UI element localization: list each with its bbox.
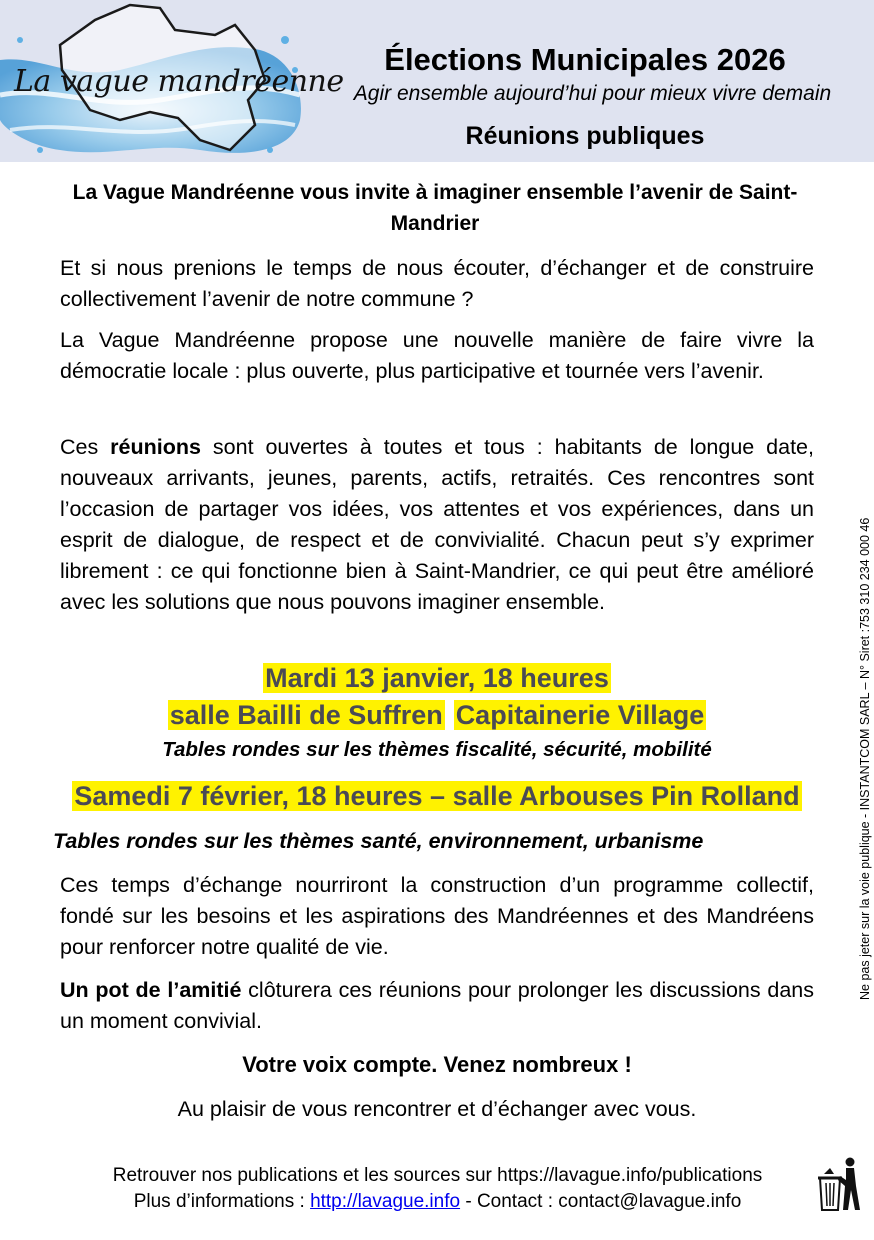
event1-date: Mardi 13 janvier, 18 heures (265, 663, 609, 693)
website-link[interactable]: http://lavague.info (310, 1191, 461, 1212)
meetings-text-rest: sont ouvertes à toutes et tous : habitants de longue date, nouveaux arrivants, jeunes, parents, actifs, retraités. Ces rencontres sont l’occasion de partager vos idées, vos attentes et vos expériences, dans un esprit de dialogue, de respect et de convivialité. Chacun peut s’y exprimer librement : ce qui fonctionne bien à Saint-Mandrier, ce qui peut être amélioré avec les solutions que nous pouvons imaginer ensemble. (60, 435, 814, 614)
footer-contact (60, 1189, 815, 1215)
meetings-paragraph (60, 432, 814, 618)
reception-bold: Un pot de l’amitié (60, 978, 242, 1002)
event1-themes: Tables rondes sur les thèmes fiscalité, sécurité, mobilité (162, 738, 712, 761)
closing-line: Au plaisir de vous rencontrer et d’échanger avec vous. (177, 1097, 697, 1121)
section-title: Réunions publiques (465, 122, 705, 150)
reception-rest: clôturera ces réunions pour prolonger les discussions dans un moment convivial. (60, 978, 814, 1033)
event2-date-line (0, 779, 874, 813)
page-subtitle: Agir ensemble aujourd’hui pour mieux vivre demain (353, 82, 832, 105)
reception-paragraph (60, 975, 814, 1037)
intro-paragraph: Et si nous prenions le temps de nous écouter, d’échanger et de construire collectivement l’avenir de notre commune ? (60, 256, 814, 311)
event1-place-b: Capitainerie Village (455, 700, 705, 730)
invitation-heading: La Vague Mandréenne vous invite à imaginer ensemble l’avenir de Saint-Mandrier (72, 181, 798, 235)
footer-info-label: Plus d’informations : (133, 1191, 311, 1212)
footer-contact-text: - Contact : contact@lavague.info (460, 1191, 742, 1212)
event1-date-line (0, 661, 874, 695)
slogan: Votre voix compte. Venez nombreux ! (242, 1052, 632, 1077)
meetings-text-start: Ces (60, 435, 111, 459)
democracy-paragraph: La Vague Mandréenne propose une nouvelle manière de faire vivre la démocratie locale : plus ouverte, plus participative et tournée vers l’avenir. (60, 328, 814, 383)
footer-publications: Retrouver nos publications et les sources sur https://lavague.info/publications (112, 1165, 763, 1186)
header-banner (0, 0, 874, 162)
program-paragraph: Ces temps d’échange nourriront la construction d’un programme collectif, fondé sur les besoins et les aspirations des Mandréennes et des Mandréens pour renforcer notre qualité de vie. (60, 873, 814, 959)
page-title: Élections Municipales 2026 (384, 42, 786, 77)
meetings-bold-word: réunions (110, 435, 201, 459)
logo-text: La vague mandréenne (14, 64, 344, 99)
event1-place-line (0, 698, 874, 732)
event1-place-a: salle Bailli de Suffren (169, 700, 443, 730)
legal-side-note: Ne pas jeter sur la voie publique - INSTANTCOM SARL – N° Siret :753 310 234 000 46 (858, 517, 872, 1000)
trash-bin-icon (816, 1156, 862, 1212)
event2-themes: Tables rondes sur les thèmes santé, environnement, urbanisme (53, 829, 704, 853)
event2-date: Samedi 7 février, 18 heures – salle Arbouses Pin Rolland (74, 781, 800, 811)
